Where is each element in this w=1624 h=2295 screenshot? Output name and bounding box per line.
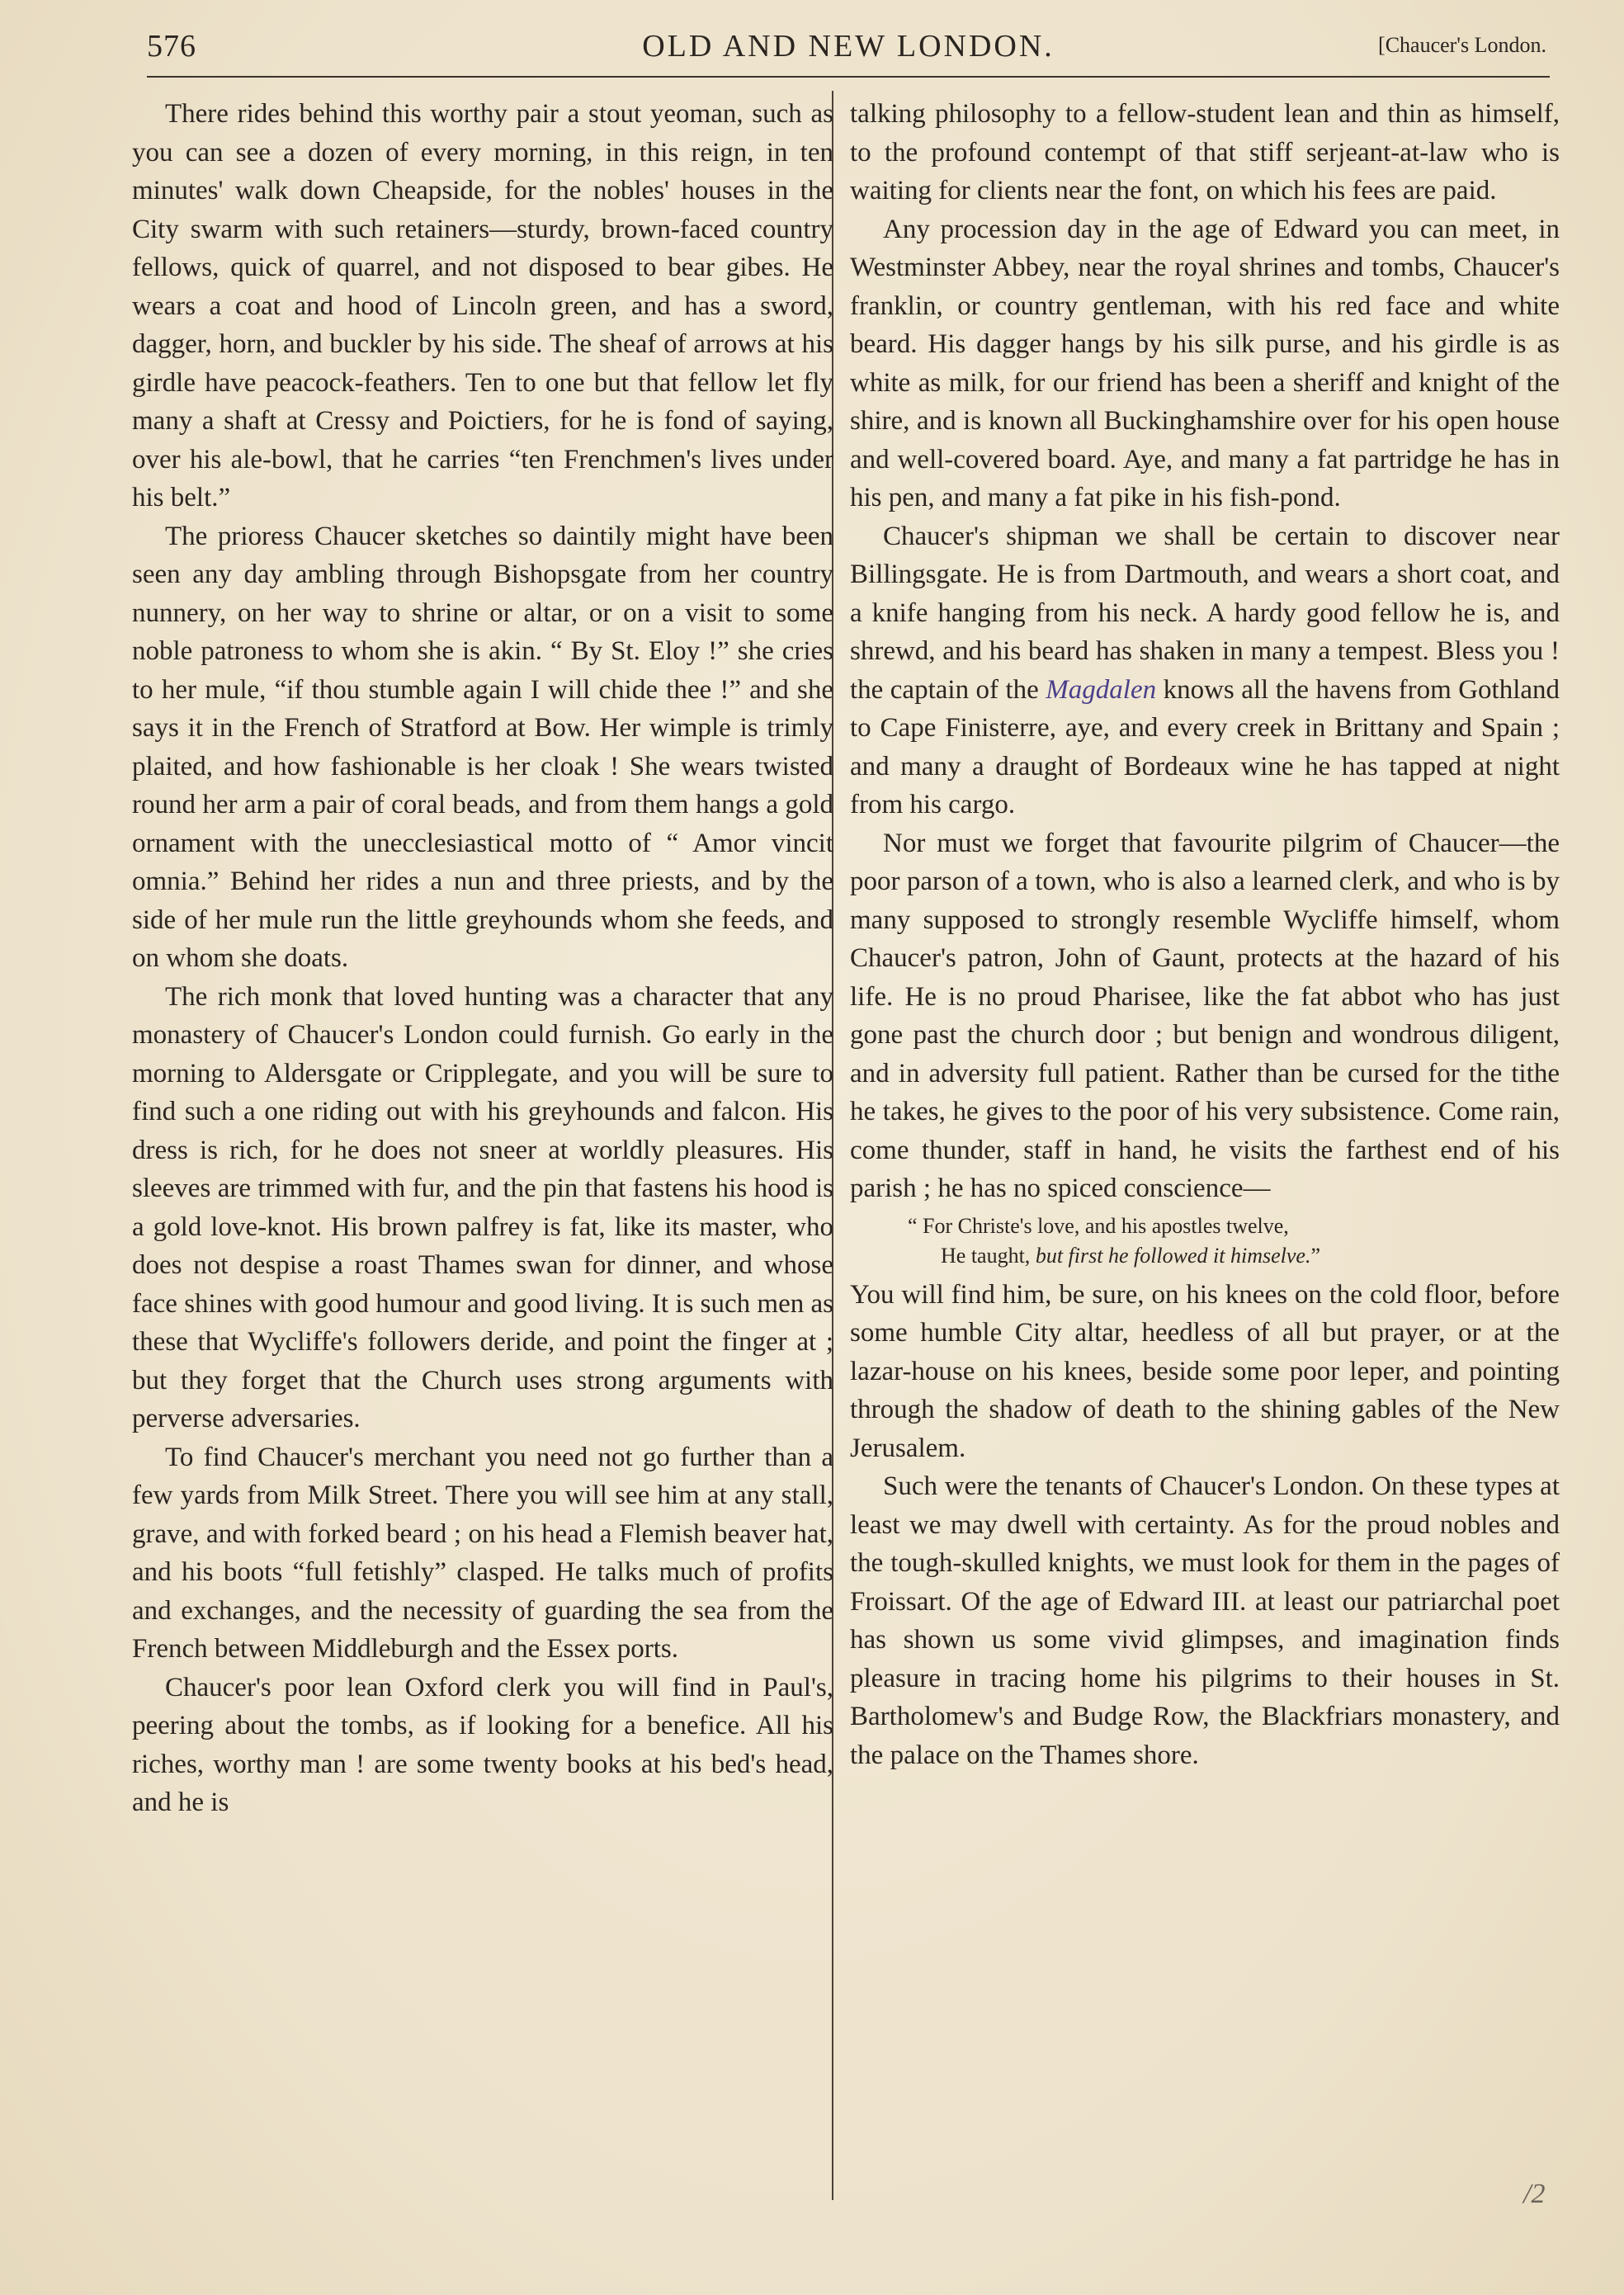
paragraph-parson: Nor must we forget that favourite pilgrim of Chaucer—the poor parson of a town, who is also a learned clerk, and who is by many supposed to strongly resemble Wycliffe himself, whom Chaucer's patron, John of Gaunt, protects at the hazard of his life. He is no proud Pharisee, like the fat abbot who has just gone past the church door ; but benign and wondrous diligent, and in adversity full patient. Rather than be cursed for the tithe he takes, he gives to the poor of his very subsistence. Come rain, come thunder, staff in hand, he visits the farthest end of his parish ; he has no spiced conscience— bbox=[850, 828, 1560, 1203]
page-number: 576 bbox=[147, 29, 196, 64]
marginal-pencil-mark: /2 bbox=[1523, 2179, 1546, 2209]
verse-line-2-roman: He taught, bbox=[941, 1243, 1031, 1268]
page-header bbox=[147, 23, 1550, 73]
paragraph-parson-continued: You will find him, be sure, on his knees on the cold floor, before some humble City altar, heedless of all but prayer, or at the lazar-house on his knees, beside some poor leper, and pointing through the shadow of death to the shining gables of the New Jerusalem. bbox=[850, 1279, 1560, 1463]
verse-line-2-italic: but first he followed it himselve. bbox=[1035, 1243, 1311, 1268]
running-title: OLD AND NEW LONDON. bbox=[642, 29, 1055, 64]
paragraph-merchant: To find Chaucer's merchant you need not go further than a few yards from Milk Street. There you will see him at any stall, grave, and with forked beard ; on his head a Flemish beaver hat, and his boots “full fetishly” clasped. He talks much of profits and exchanges, and the necessity of guarding the sea from the French between Middleburgh and the Essex ports. bbox=[132, 1442, 833, 1664]
paragraph-franklin: Any procession day in the age of Edward you can meet, in Westminster Abbey, near the royal shrines and tombs, Chaucer's franklin, or country gentleman, with his red face and white beard. His dagger hangs by his silk purse, and his girdle is as white as milk, for our friend has been a sheriff and knight of the shire, and is known all Buckinghamshire over for his open house and well-covered board. Aye, and many a fat partridge he has in his pen, and many a fat pike in his fish-pond. bbox=[850, 214, 1560, 512]
verse-close-quote: ” bbox=[1310, 1243, 1320, 1268]
right-column bbox=[850, 95, 1560, 1774]
verse-line-2 bbox=[908, 1241, 1560, 1271]
shipman-text-b: knows all the havens from Gothland to Cape Finisterre, aye, and every creek in Brittany and Spain ; and many a draught of Bordeaux wine he has tapped at night from his cargo. bbox=[850, 674, 1560, 819]
verse-quotation bbox=[908, 1211, 1560, 1271]
shipman-text-a: Chaucer's shipman we shall be certain to discover near Billingsgate. He is from Dartmouth, and wears a short coat, and a knife hanging from his neck. A hardy good fellow he is, and shrewd, and his beard has shaken in many a tempest. Bless you ! the captain of the bbox=[850, 521, 1560, 705]
paragraph-shipman bbox=[850, 517, 1560, 824]
paragraph-prioress: The prioress Chaucer sketches so daintily might have been seen any day ambling through Bishopsgate from her country nunnery, on her way to shrine or altar, or on a visit to some noble patroness to whom she is akin. “ By St. Eloy !” she cries to her mule, “if thou stumble again I will chide thee !” and she says it in the French of Stratford at Bow. Her wimple is trimly plaited, and how fashionable is her cloak ! She wears twisted round her arm a pair of coral beads, and from them hangs a gold ornament with the unecclesiastical motto of “ Amor vincit omnia.” Behind her rides a nun and three priests, and by the side of her mule run the little greyhounds whom she feeds, and on whom she doats. bbox=[132, 521, 833, 973]
header-rule bbox=[147, 76, 1550, 78]
paragraph-clerk-continued: talking philosophy to a fellow-student lean and thin as himself, to the profound contempt of that stiff serjeant-at-law who is waiting for clients near the font, on which his fees are paid. bbox=[850, 99, 1560, 205]
left-column bbox=[132, 95, 833, 1822]
ship-name: Magdalen bbox=[1046, 674, 1157, 705]
paragraph-clerk: Chaucer's poor lean Oxford clerk you will find in Paul's, peering about the tombs, as if looking for a benefice. All his riches, worthy man ! are some twenty books at his bed's head, and he is bbox=[132, 1672, 833, 1817]
paragraph-conclusion: Such were the tenants of Chaucer's London. On these types at least we may dwell with certainty. As for the proud nobles and the tough-skulled knights, we must look for them in the pages of Froissart. Of the age of Edward III. at least our patriarchal poet has shown us some vivid glimpses, and imagination finds pleasure in tracing home his pilgrims to their houses in St. Bartholomew's and Budge Row, the Blackfriars monastery, and the palace on the Thames shore. bbox=[850, 1471, 1560, 1770]
paragraph-monk: The rich monk that loved hunting was a character that any monastery of Chaucer's London could furnish. Go early in the morning to Aldersgate or Cripplegate, and you will be sure to find such a one riding out with his greyhounds and falcon. His dress is rich, for he does not sneer at worldly pleasures. His sleeves are trimmed with fur, and the pin that fastens his hood is a gold love-knot. His brown palfrey is fat, like its master, who does not despise a roast Thames swan for dinner, and whose face shines with good humour and good living. It is such men as these that Wycliffe's followers deride, and point the finger at ; but they forget that the Church uses strong arguments with perverse adversaries. bbox=[132, 981, 833, 1433]
section-label: [Chaucer's London. bbox=[1378, 33, 1546, 57]
paragraph-yeoman: There rides behind this worthy pair a stout yeoman, such as you can see a dozen of every morning, in this reign, in ten minutes' walk down Cheapside, for the nobles' houses in the City swarm with such retainers—sturdy, brown-faced country fellows, quick of quarrel, and not disposed to bear gibes. He wears a coat and hood of Lincoln green, and has a sword, dagger, horn, and buckler by his side. The sheaf of arrows at his girdle have peacock-feathers. Ten to one but that fellow let fly many a shaft at Cressy and Poictiers, for he is fond of saying, over his ale-bowl, that he carries “ten Frenchmen's lives under his belt.” bbox=[132, 99, 833, 512]
verse-line-1: “ For Christe's love, and his apostles twelve, bbox=[908, 1213, 1289, 1238]
